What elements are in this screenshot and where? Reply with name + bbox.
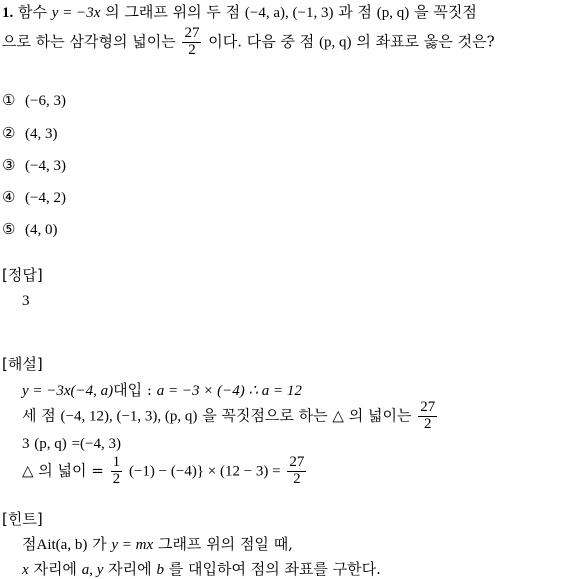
choice-mark: ⑤ — [2, 220, 16, 238]
explanation-text: (−1) − (−4)} × (12 − 3) = — [128, 463, 281, 480]
choice-mark: ① — [2, 91, 16, 109]
explanation-text: =(−4, 3) — [71, 436, 121, 452]
numerator: 27 — [289, 454, 305, 470]
explanation-text: 3 — [22, 436, 30, 452]
choice-text: (−4, 2) — [25, 190, 66, 206]
choice-3[interactable] — [2, 156, 66, 175]
explanation-text: 대입 : — [113, 381, 152, 399]
equation: y = −3x(−4, a) — [22, 383, 114, 399]
equation: y = −3x — [51, 5, 101, 21]
denominator: 2 — [293, 470, 301, 487]
explanation-text: 세 점 — [22, 406, 56, 425]
explanation-line-4 — [22, 455, 308, 488]
hint-text: 를 대입하여 점의 좌표를 구한다. — [168, 560, 381, 578]
numerator: 27 — [184, 25, 200, 41]
explanation-text: 을 꼭짓점으로 하는 △ 의 넓이는 — [202, 406, 412, 425]
explanation-heading: [해설] — [2, 355, 43, 373]
question-text: 의 그래프 위의 두 점 — [105, 3, 241, 21]
point-pq: (p, q) — [376, 5, 410, 21]
explanation-line-2 — [22, 400, 439, 433]
question-line-2 — [2, 26, 495, 59]
explanation-text: △ 의 넓이 = — [22, 461, 104, 480]
points: (−4, a), (−1, 3) — [244, 5, 334, 21]
hint-line-1 — [22, 535, 293, 554]
fraction — [418, 400, 437, 433]
choice-text: (4, 0) — [25, 222, 58, 238]
point-pq: (p, q) — [34, 436, 67, 452]
choice-mark: ② — [2, 124, 16, 142]
choice-5[interactable] — [2, 220, 58, 239]
question-text: 으로 하는 삼각형의 넓이는 — [2, 32, 176, 51]
choice-2[interactable] — [2, 124, 58, 143]
hint-text: 자리에 — [33, 560, 77, 578]
equation: y = mx — [111, 537, 154, 553]
question-text: 을 꼭짓점 — [414, 3, 477, 21]
hint-text: Ait(a, b) — [36, 537, 88, 553]
denominator: 2 — [424, 415, 432, 432]
question-text: 과 점 — [338, 3, 373, 21]
choice-4[interactable] — [2, 188, 66, 207]
question-text: 의 좌표로 옳은 것은? — [356, 32, 495, 51]
hint-heading: [힌트] — [2, 510, 43, 528]
numerator: 1 — [112, 454, 121, 470]
denominator: 2 — [188, 41, 196, 58]
denominator: 2 — [112, 470, 121, 487]
hint-text: 자리에 — [108, 560, 152, 578]
equation: a = −3 × (−4) ∴ a = 12 — [156, 383, 302, 399]
explanation-line-3 — [22, 434, 121, 453]
fraction — [287, 455, 306, 488]
question-text: 이다. 다음 중 점 — [208, 32, 315, 51]
choice-text: (−6, 3) — [25, 93, 66, 109]
explanation-line-1 — [22, 381, 302, 400]
variable: x — [22, 562, 29, 578]
hint-text: 점 — [22, 535, 37, 553]
fraction — [182, 26, 201, 59]
variable: a, y — [81, 562, 104, 578]
choice-mark: ④ — [2, 188, 16, 206]
numerator: 27 — [420, 399, 436, 415]
variable: b — [156, 562, 164, 578]
fraction — [111, 455, 123, 488]
hint-line-2 — [22, 560, 381, 579]
hint-text: 그래프 위의 점일 때, — [157, 535, 293, 553]
question-line-1 — [2, 3, 477, 22]
choice-mark: ③ — [2, 156, 16, 174]
question-text: 함수 — [18, 3, 48, 21]
points: (−4, 12), (−1, 3), (p, q) — [60, 408, 198, 425]
question-number: 1. — [2, 5, 14, 21]
choice-1[interactable] — [2, 91, 66, 110]
hint-text: 가 — [92, 535, 107, 553]
choice-text: (−4, 3) — [25, 158, 66, 174]
point-pq: (p, q) — [319, 34, 352, 51]
choice-text: (4, 3) — [25, 126, 58, 142]
answer-value: 3 — [22, 293, 30, 309]
answer-heading: [정답] — [2, 266, 43, 284]
